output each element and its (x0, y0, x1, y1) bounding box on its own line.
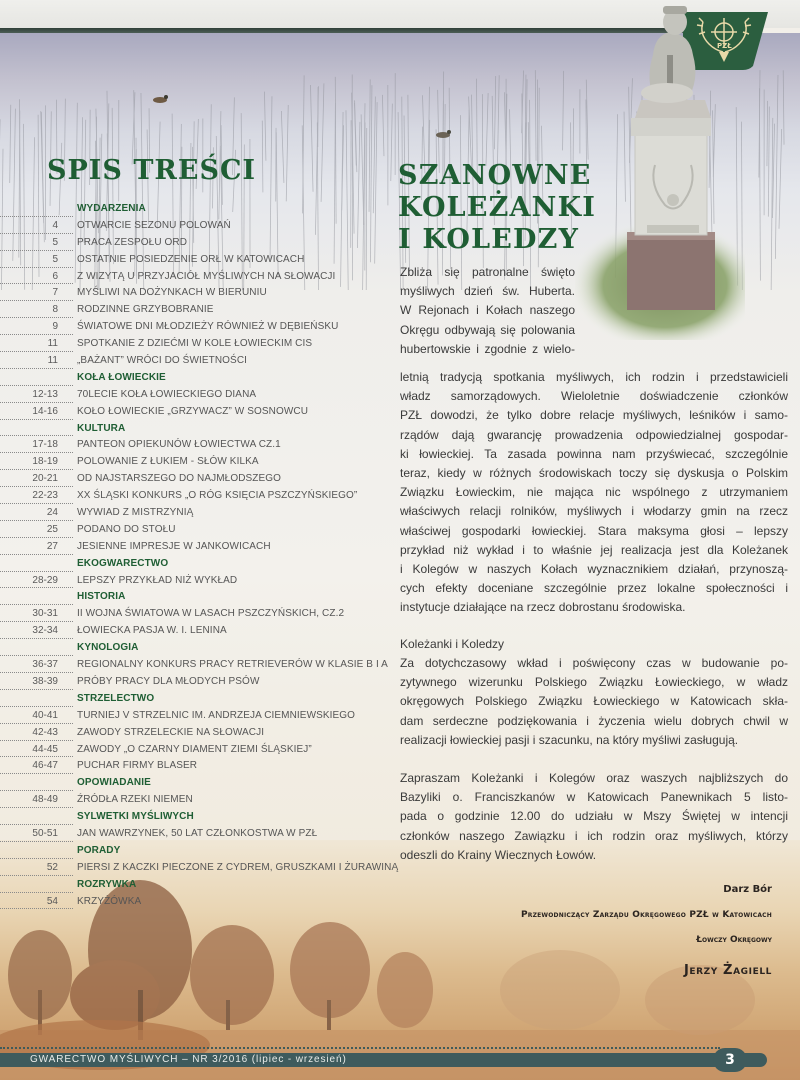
toc-entry-label: II WOJNA ŚWIATOWA W LASACH PSZCZYŃSKICH, CZ.2 (77, 608, 345, 620)
toc-entry-label: ŹRÓDŁA RZEKI NIEMEN (77, 794, 193, 806)
footer-publication: GWARECTWO MYŚLIWYCH – NR 3/2016 (lipiec - wrzesień) (30, 1054, 347, 1065)
toc-entry[interactable] (0, 488, 400, 505)
toc-entry-label: PIERSI Z KACZKI PIECZONE Z CYDREM, GRUSZKAMI I ŻURAWINĄ (77, 861, 399, 873)
toc-entry-label: KOŁO ŁOWIECKIE „GRZYWACZ” W SOSNOWCU (77, 405, 309, 417)
paragraph-line: i Kolegów w naszych Kołach wyznacznikiem działań, przynoszą- (400, 562, 788, 577)
toc-page-number: 36-37 (32, 659, 58, 671)
toc-page-number: 22-23 (32, 490, 58, 502)
toc-entry-label: POLOWANIE Z ŁUKIEM - SŁÓW KILKA (77, 456, 259, 468)
toc-entry[interactable] (0, 826, 400, 843)
toc-entry-label: OTWARCIE SEZONU POLOWAŃ (77, 219, 231, 231)
toc-section-label: OPOWIADANIE (77, 777, 151, 789)
toc-entry-label: OSTATNIE POSIEDZENIE ORŁ W KATOWICACH (77, 253, 305, 265)
paragraph-line: PZŁ dowodzi, że tylko dobre relacje myśliwych, leśników i samo- (400, 408, 788, 423)
toc-entry-label: PUCHAR FIRMY BLASER (77, 760, 198, 772)
toc-entry-label: PRÓBY PRACY DLA MŁODYCH PSÓW (77, 675, 260, 687)
toc-section-heading (0, 809, 400, 826)
toc-page-number: 30-31 (32, 608, 58, 620)
toc-page-number: 40-41 (32, 709, 58, 721)
toc-entry-label: ŁOWIECKA PASJA W. I. LENINA (77, 625, 227, 637)
toc-section-heading (0, 775, 400, 792)
reed-stroke (373, 96, 375, 213)
toc-page-number: 38-39 (32, 675, 58, 687)
toc-leader-dots (0, 385, 73, 386)
toc-leader-dots (0, 604, 73, 605)
toc-section-heading (0, 843, 400, 860)
footer-dotted-rule (0, 1047, 720, 1049)
toc-leader-dots (0, 892, 73, 893)
toc-leader-dots (0, 571, 73, 572)
letter-title-line: I KOLEDZY (398, 224, 580, 255)
toc-entry-label: XX ŚLĄSKI KONKURS „O RÓG KSIĘCIA PSZCZYŃSKIEGO” (77, 490, 358, 502)
toc-entry-label: ZAWODY STRZELECKIE NA SŁOWACJI (77, 726, 265, 738)
reed-stroke (563, 71, 564, 150)
toc-section-heading (0, 370, 400, 387)
reed-stroke (369, 79, 370, 211)
letter-salutation (400, 635, 788, 654)
toc-page-number: 18-19 (32, 456, 58, 468)
paragraph-line: zytywnego wizerunku Polskiego Związku Łowieckiego, w władz (400, 675, 788, 690)
toc-entry[interactable] (0, 252, 400, 269)
paragraph-line: Za dotychczasowy wkład i poświęcony czas w budowanie po- (400, 656, 788, 670)
toc-entry[interactable] (0, 657, 400, 674)
letter-title-line: KOLEŻANKI (398, 192, 597, 223)
toc-section-heading (0, 877, 400, 894)
toc-entry[interactable] (0, 404, 400, 421)
toc-entry-label: MYŚLIWI NA DOŻYNKACH W BIERUNIU (77, 287, 267, 299)
toc-entry[interactable] (0, 606, 400, 623)
toc-page-number: 8 (52, 304, 58, 316)
toc-entry[interactable] (0, 437, 400, 454)
paragraph-line: okręgowych Polskiego Związku Łowieckiego w Katowicach skła- (400, 694, 788, 709)
paragraph-line: teraz, kiedy w różnych środowiskach toczy się dyskusja o Polskim (400, 466, 788, 481)
toc-section-heading (0, 640, 400, 657)
toc-entry[interactable] (0, 454, 400, 471)
toc-section-label: WYDARZENIA (77, 203, 146, 214)
paragraph-line: Okręgu odbywają się polowania (400, 322, 575, 337)
toc-section-heading (0, 589, 400, 606)
toc-entry[interactable] (0, 725, 400, 742)
toc-leader-dots (0, 706, 73, 707)
paragraph-line: właściwej gospodarki łowieckiej. Stara maksyma głosi – lepszy (400, 523, 788, 538)
letter-title (398, 160, 598, 256)
toc-entry[interactable] (0, 471, 400, 488)
toc-leader-dots (0, 216, 73, 217)
paragraph-line: członków naszego Zawiązku i ich rodzin oraz myśliwych, którzy (400, 828, 788, 843)
toc-entry[interactable] (0, 269, 400, 286)
toc-page-number: 6 (52, 270, 58, 282)
reed-stroke (286, 105, 288, 201)
toc-page-number: 11 (47, 338, 58, 350)
paragraph-line: przykład niż wykład i to właśnie jej realizacja jest dla Koleżanek (400, 542, 788, 557)
toc-entry[interactable] (0, 573, 400, 590)
paragraph-line: Zbliża się patronalne święto (400, 265, 575, 279)
toc-entry-label: OD NAJSTARSZEGO DO NAJMŁODSZEGO (77, 473, 282, 485)
letter-title-line: SZANOWNE (398, 160, 592, 191)
toc-title: SPIS TREŚCI (47, 155, 257, 186)
paragraph-line: rządów dają gwarancję prowadzenia odpowiedzialnej gospodar- (400, 427, 788, 442)
toc-entry[interactable] (0, 894, 400, 911)
reed-stroke (775, 75, 778, 259)
toc-section-heading (0, 201, 400, 218)
toc-entry[interactable] (0, 708, 400, 725)
toc-entry[interactable] (0, 792, 400, 809)
toc-page-number: 27 (46, 540, 58, 552)
toc-page-number: 32-34 (32, 625, 58, 637)
toc-page-number: 46-47 (32, 760, 58, 772)
paragraph-line: pada o godzinie 12.00 do udziału w Mszy Świętej w intencji (400, 809, 788, 824)
paragraph-line: realizacji łowieckiej pasji i szacunku, na który myśliwi zasługują. (400, 732, 739, 747)
letter-salutation-text: Koleżanki i Koledzy (400, 637, 505, 651)
toc-entry[interactable] (0, 235, 400, 252)
toc-leader-dots (0, 790, 73, 791)
toc-entry[interactable] (0, 674, 400, 691)
toc-entry-label: ŚWIATOWE DNI MŁODZIEŻY RÓWNIEŻ W DĘBIEŃSKU (77, 321, 339, 333)
toc-page-number: 11 (47, 355, 58, 367)
reed-stroke (768, 107, 769, 217)
paragraph-line: letnią tradycją spotkania myśliwych, ich rodzin i przedstawicieli (400, 370, 788, 384)
toc-entry-label: 70LECIE KOŁA ŁOWIECKIEGO DIANA (77, 388, 257, 400)
toc-entry[interactable] (0, 539, 400, 556)
toc-section-label: ROZRYWKA (77, 878, 137, 890)
toc-entry[interactable] (0, 218, 400, 235)
toc-section-label: EKOGWARECTWO (77, 557, 169, 569)
reed-stroke (767, 101, 768, 166)
toc-entry-label: JAN WAWRZYNEK, 50 LAT CZŁONKOSTWA W PZŁ (77, 827, 318, 839)
toc-entry-label: RODZINNE GRZYBOBRANIE (77, 304, 214, 316)
toc-entry-label: Z WIZYTĄ U PRZYJACIÓŁ MYŚLIWYCH NA SŁOWACJI (77, 270, 336, 282)
toc-entry[interactable] (0, 336, 400, 353)
toc-entry-label: KRZYŻÓWKA (77, 895, 142, 907)
reed-stroke (391, 104, 393, 181)
toc-entry[interactable] (0, 623, 400, 640)
reed-stroke (264, 92, 265, 161)
paragraph-line: ki łowieckiej. Ta zasada powinna nam przyświecać, szczególnie (400, 446, 788, 461)
paragraph-line: właściwych relacji rolników, myśliwych i włodarzy gmin na rzecz (400, 504, 788, 519)
letter-paragraph-1 (400, 368, 788, 618)
toc-section-heading (0, 691, 400, 708)
table-of-contents (0, 201, 400, 910)
reed-stroke (382, 95, 384, 156)
toc-section-label: KYNOLOGIA (77, 642, 139, 654)
reed-stroke (321, 83, 324, 202)
toc-leader-dots (0, 858, 73, 859)
toc-page-number: 9 (52, 321, 58, 333)
signature-greeting: Darz Bór (723, 884, 772, 895)
toc-entry-label: PODANO DO STOŁU (77, 523, 176, 535)
reed-stroke (779, 129, 782, 229)
toc-section-label: KOŁA ŁOWIECKIE (77, 371, 166, 383)
paragraph-line: dam serdeczne podziękowania i życzenia wielu dobrych chwil w (400, 713, 788, 728)
toc-section-label: KULTURA (77, 422, 126, 434)
toc-entry[interactable] (0, 860, 400, 877)
reed-stroke (281, 111, 284, 183)
toc-entry-label: PRACA ZESPOŁU ORD (77, 236, 188, 248)
toc-entry-label: TURNIEJ V STRZELNIC IM. ANDRZEJA CIEMNIEWSKIEGO (77, 709, 356, 721)
toc-entry[interactable] (0, 387, 400, 404)
signature-name: Jerzy Żagiell (683, 963, 772, 978)
toc-section-heading (0, 421, 400, 438)
toc-entry-label: SPOTKANIE Z DZIEĆMI W KOLE ŁOWIECKIM CIS (77, 338, 313, 350)
toc-entry-label: „BAŻANT” WRÓCI DO ŚWIETNOŚCI (77, 355, 248, 367)
toc-entry-label: LEPSZY PRZYKŁAD NIŻ WYKŁAD (77, 574, 238, 586)
toc-page-number: 25 (46, 523, 58, 535)
paragraph-line: myśliwych dzień św. Huberta. (400, 284, 575, 299)
toc-entry-label: WYWIAD Z MISTRZYNIĄ (77, 507, 194, 519)
letter-paragraph-3 (400, 769, 788, 865)
toc-section-label: STRZELECTWO (77, 692, 155, 704)
signature-role-hunter: Łowczy Okręgowy (696, 935, 772, 945)
duck-icon (153, 95, 168, 103)
paragraph-line: W Rejonach i Kołach naszego (400, 303, 575, 318)
toc-page-number: 4 (52, 219, 58, 231)
reed-stroke (311, 85, 314, 192)
paragraph-line: władz samorządowych. Wieloletnie doświadczenie członków (400, 389, 788, 404)
toc-entry[interactable] (0, 758, 400, 775)
toc-page-number: 5 (52, 236, 58, 248)
toc-entry[interactable] (0, 522, 400, 539)
reed-stroke (10, 105, 11, 183)
toc-page-number: 42-43 (32, 726, 58, 738)
pzl-logo-text: PZŁ (717, 42, 732, 50)
toc-page-number: 52 (46, 861, 58, 873)
paragraph-line: instytucje działające na rzecz dobrostanu środowiska. (400, 600, 686, 615)
reed-stroke (535, 70, 536, 161)
paragraph-line: hubertowskie i zgodnie z wielo- (400, 341, 575, 356)
toc-page-number: 48-49 (32, 794, 58, 806)
paragraph-line: odeszli do Krainy Wiecznych Łowów. (400, 847, 597, 862)
letter-paragraph-1-intro (400, 263, 575, 359)
toc-page-number: 44-45 (32, 743, 58, 755)
toc-page-number: 17-18 (32, 439, 58, 451)
toc-entry-label: ZAWODY „O CZARNY DIAMENT ZIEMI ŚLĄSKIEJ” (77, 743, 312, 755)
toc-page-number: 20-21 (32, 473, 58, 485)
hunter-statue-photo (575, 0, 745, 340)
toc-entry[interactable] (0, 505, 400, 522)
toc-entry-label: PANTEON OPIEKUNÓW ŁOWIECTWA CZ.1 (77, 439, 281, 451)
toc-entry[interactable] (0, 302, 400, 319)
letter-paragraph-2 (400, 654, 788, 750)
reed-stroke (486, 93, 488, 166)
toc-entry-label: REGIONALNY KONKURS PRACY RETRIEVERÓW W KLASIE B I A (77, 659, 388, 671)
toc-leader-dots (0, 435, 73, 436)
toc-entry-label: JESIENNE IMPRESJE W JANKOWICACH (77, 540, 271, 552)
toc-section-label: HISTORIA (77, 591, 126, 603)
toc-section-label: SYLWETKI MYŚLIWYCH (77, 811, 194, 823)
toc-section-heading (0, 556, 400, 573)
toc-page-number: 7 (52, 287, 58, 299)
toc-section-label: PORADY (77, 844, 121, 856)
toc-entry[interactable] (0, 742, 400, 759)
toc-entry[interactable] (0, 319, 400, 336)
toc-page-number: 28-29 (32, 574, 58, 586)
toc-page-number: 5 (52, 253, 58, 265)
page-number-badge: 3 (713, 1048, 747, 1072)
toc-entry[interactable] (0, 353, 400, 370)
toc-page-number: 50-51 (32, 827, 58, 839)
paragraph-line: cych efekty doceniane szczególnie przez lokalne społeczności i (400, 581, 788, 596)
reed-stroke (495, 76, 496, 149)
toc-leader-dots (0, 824, 73, 825)
reed-stroke (262, 121, 263, 193)
toc-page-number: 14-16 (32, 405, 58, 417)
paragraph-line: Bazyliki o. Franciszkanów w Katowicach Panewnikach 5 listo- (400, 790, 788, 805)
toc-page-number: 54 (46, 895, 58, 907)
toc-page-number: 24 (46, 507, 58, 519)
reed-stroke (783, 70, 784, 144)
paragraph-line: Związku Łowieckim, nie mająca nic wspólnego z utrzymaniem (400, 485, 788, 500)
toc-entry[interactable] (0, 285, 400, 302)
signature-role-chairman: Przewodniczący Zarządu Okręgowego PZŁ w Katowicach (520, 910, 772, 920)
toc-page-number: 12-13 (32, 388, 58, 400)
paragraph-line: Zapraszam Koleżanki i Kolegów oraz waszych najbliższych do (400, 771, 788, 785)
toc-leader-dots (0, 655, 73, 656)
